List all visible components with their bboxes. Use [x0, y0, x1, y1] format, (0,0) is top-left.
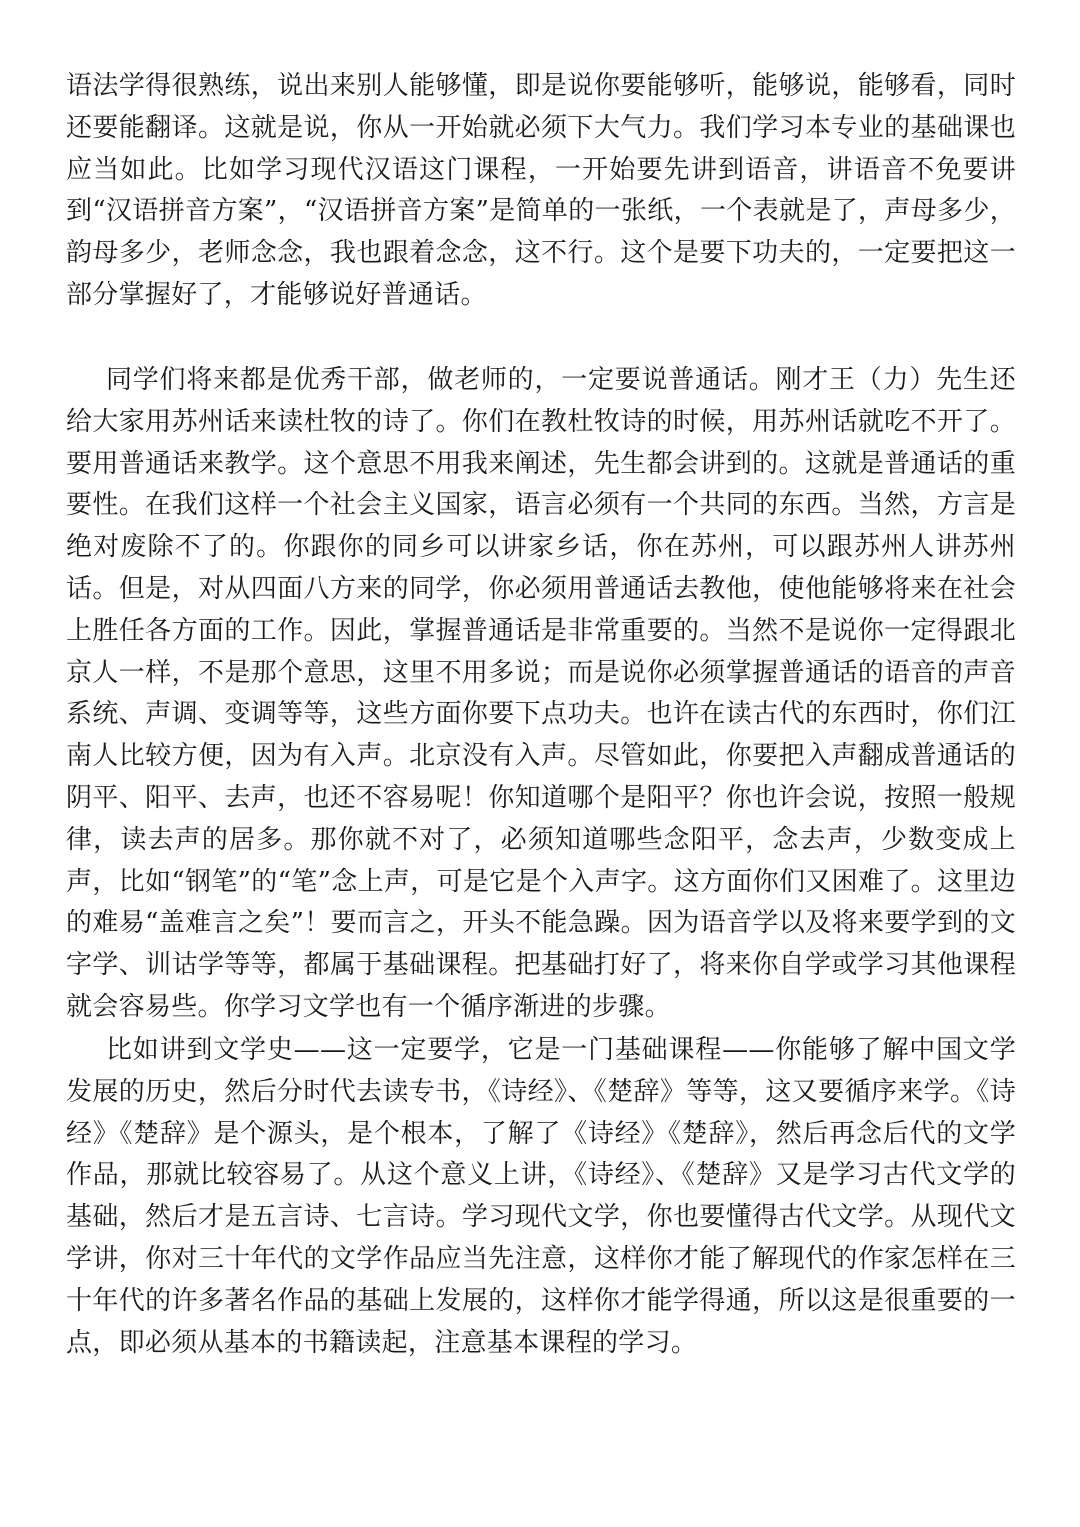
- paragraph-2: 同学们将来都是优秀干部，做老师的，一定要说普通话。刚才王（力）先生还给大家用苏州话来读杜牧的诗了。你们在教杜牧诗的时候，用苏州话就吃不开了。要用普通话来教学。这个意思不用我来阐述，先生都会讲到的。这就是普通话的重要性。在我们这样一个社会主义国家，语言必须有一个共同的东西。当然，方言是绝对废除不了的。你跟你的同乡可以讲家乡话，你在苏州，可以跟苏州人讲苏州话。但是，对从四面八方来的同学，你必须用普通话去教他，使他能够将来在社会上胜任各方面的工作。因此，掌握普通话是非常重要的。当然不是说你一定得跟北京人一样，不是那个意思，这里不用多说；而是说你必须掌握普通话的语音的声音系统、声调、变调等等，这些方面你要下点功夫。也许在读古代的东西时，你们江南人比较方便，因为有入声。北京没有入声。尽管如此，你要把入声翻成普通话的阴平、阳平、去声，也还不容易呢！你知道哪个是阳平？你也许会说，按照一般规律，读去声的居多。那你就不对了，必须知道哪些念阳平，念去声，少数变成上声，比如“钢笔”的“笔”念上声，可是它是个入声字。这方面你们又困难了。这里边的难易“盖难言之矣”！要而言之，开头不能急躁。因为语音学以及将来要学到的文字学、训诂学等等，都属于基础课程。把基础打好了，将来你自学或学习其他课程就会容易些。你学习文学也有一个循序渐进的步骤。: [66, 365, 1016, 1022]
- paragraph-1: 语法学得很熟练，说出来别人能够懂，即是说你要能够听，能够说，能够看，同时还要能翻译。这就是说，你从一开始就必须下大气力。我们学习本专业的基础课也应当如此。比如学习现代汉语这门课程，一开始要先讲到语音，讲语音不免要讲到“汉语拼音方案”，“汉语拼音方案”是简单的一张纸，一个表就是了，声母多少，韵母多少，老师念念，我也跟着念念，这不行。这个是要下功夫的，一定要把这一部分掌握好了，才能够说好普通话。: [66, 71, 1016, 310]
- paragraph-3: 比如讲到文学史——这一定要学，它是一门基础课程——你能够了解中国文学发展的历史，然后分时代去读专书，《诗经》、《楚辞》等等，这又要循序来学。《诗经》《楚辞》是个源头，是个根本，了解了《诗经》《楚辞》，然后再念后代的文学作品，那就比较容易了。从这个意义上讲，《诗经》、《楚辞》又是学习古代文学的基础，然后才是五言诗、七言诗。学习现代文学，你也要懂得古代文学。从现代文学讲，你对三十年代的文学作品应当先注意，这样你才能了解现代的作家怎样在三十年代的许多著名作品的基础上发展的，这样你才能学得通，所以这是很重要的一点，即必须从基本的书籍读起，注意基本课程的学习。: [66, 1035, 1016, 1358]
